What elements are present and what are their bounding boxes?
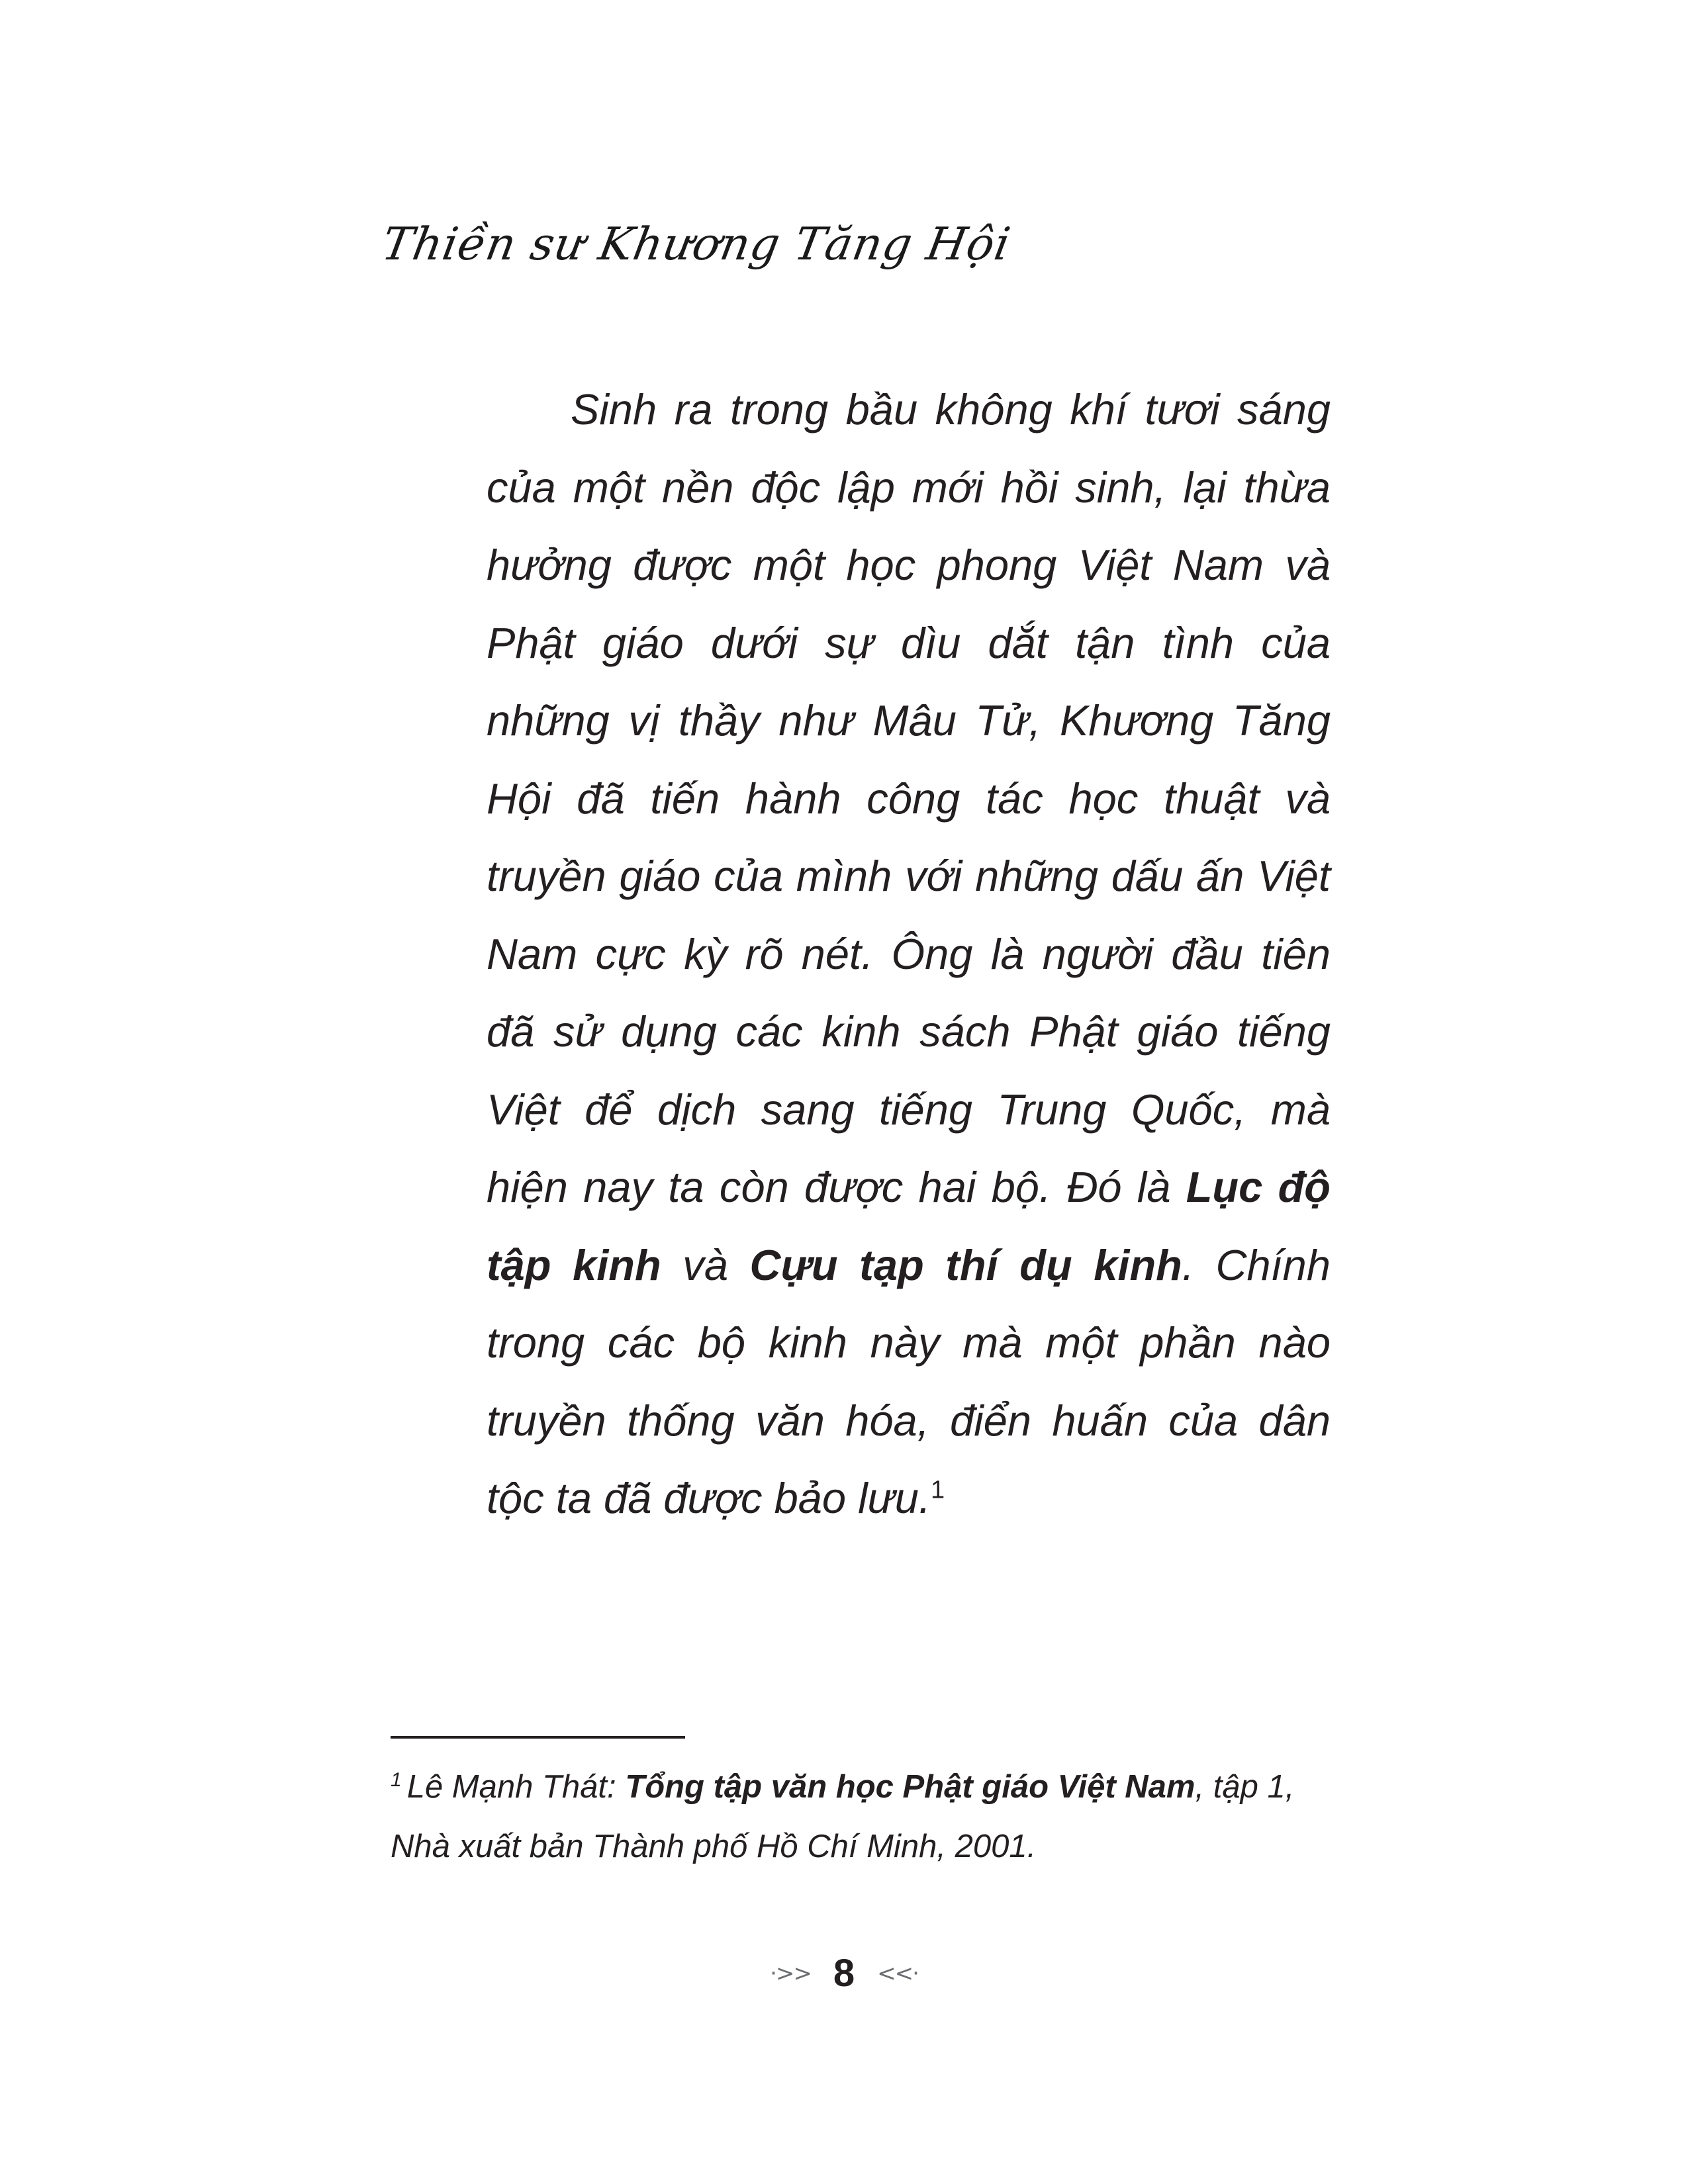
paragraph-connector: và [661,1240,750,1289]
left-ornament-icon: ·>> [770,1960,811,1987]
book-title-cuu-tap-thi-du-kinh: Cựu tạp thí dụ kinh [749,1240,1182,1289]
body-paragraph [487,371,1331,1537]
footnote-reference: 1 [930,1476,945,1504]
footnote [391,1757,1337,1876]
page-number: 8 [833,1951,855,1995]
paragraph-text-end: . Chính trong các bộ kinh này mà một phần nào truyền thống văn hóa, điển huấn của dân tộc ta đã được bảo lưu. [487,1240,1331,1522]
footnote-divider [391,1736,685,1739]
page-footer [0,1944,1688,2000]
book-title-luc-do-tap-kinh: Lục độ tập kinh [487,1163,1331,1289]
footnote-author: Lê Mạnh Thát: [406,1769,626,1805]
running-header-title: Thiền sư Khương Tăng Hội [378,218,1015,271]
paragraph-text-start: Sinh ra trong bầu không khí tươi sáng của một nền độc lập mới hồi sinh, lại thừa hưởng được một học phong Việt Nam và Phật giáo dưới sự dìu dắt tận tình của những vị thầy như Mâu Tử, Khương Tăng Hội đã tiến hành công tác học thuật và truyền giáo của mình với những dấu ấn Việt Nam cực kỳ rõ nét. Ông là người đầu tiên đã sử dụng các kinh sách Phật giáo tiếng Việt để dịch sang tiếng Trung Quốc, mà hiện nay ta còn được hai bộ. Đó là [487,385,1331,1211]
footnote-number: 1 [391,1768,402,1791]
paragraph [487,371,1331,1537]
footnote-book-title: Tổng tập văn học Phật giáo Việt Nam [625,1769,1196,1805]
footnote-details: , tập 1, Nhà xuất bản Thành phố Hồ Chí Minh, 2001. [391,1769,1295,1864]
right-ornament-icon: <<· [877,1960,918,1987]
